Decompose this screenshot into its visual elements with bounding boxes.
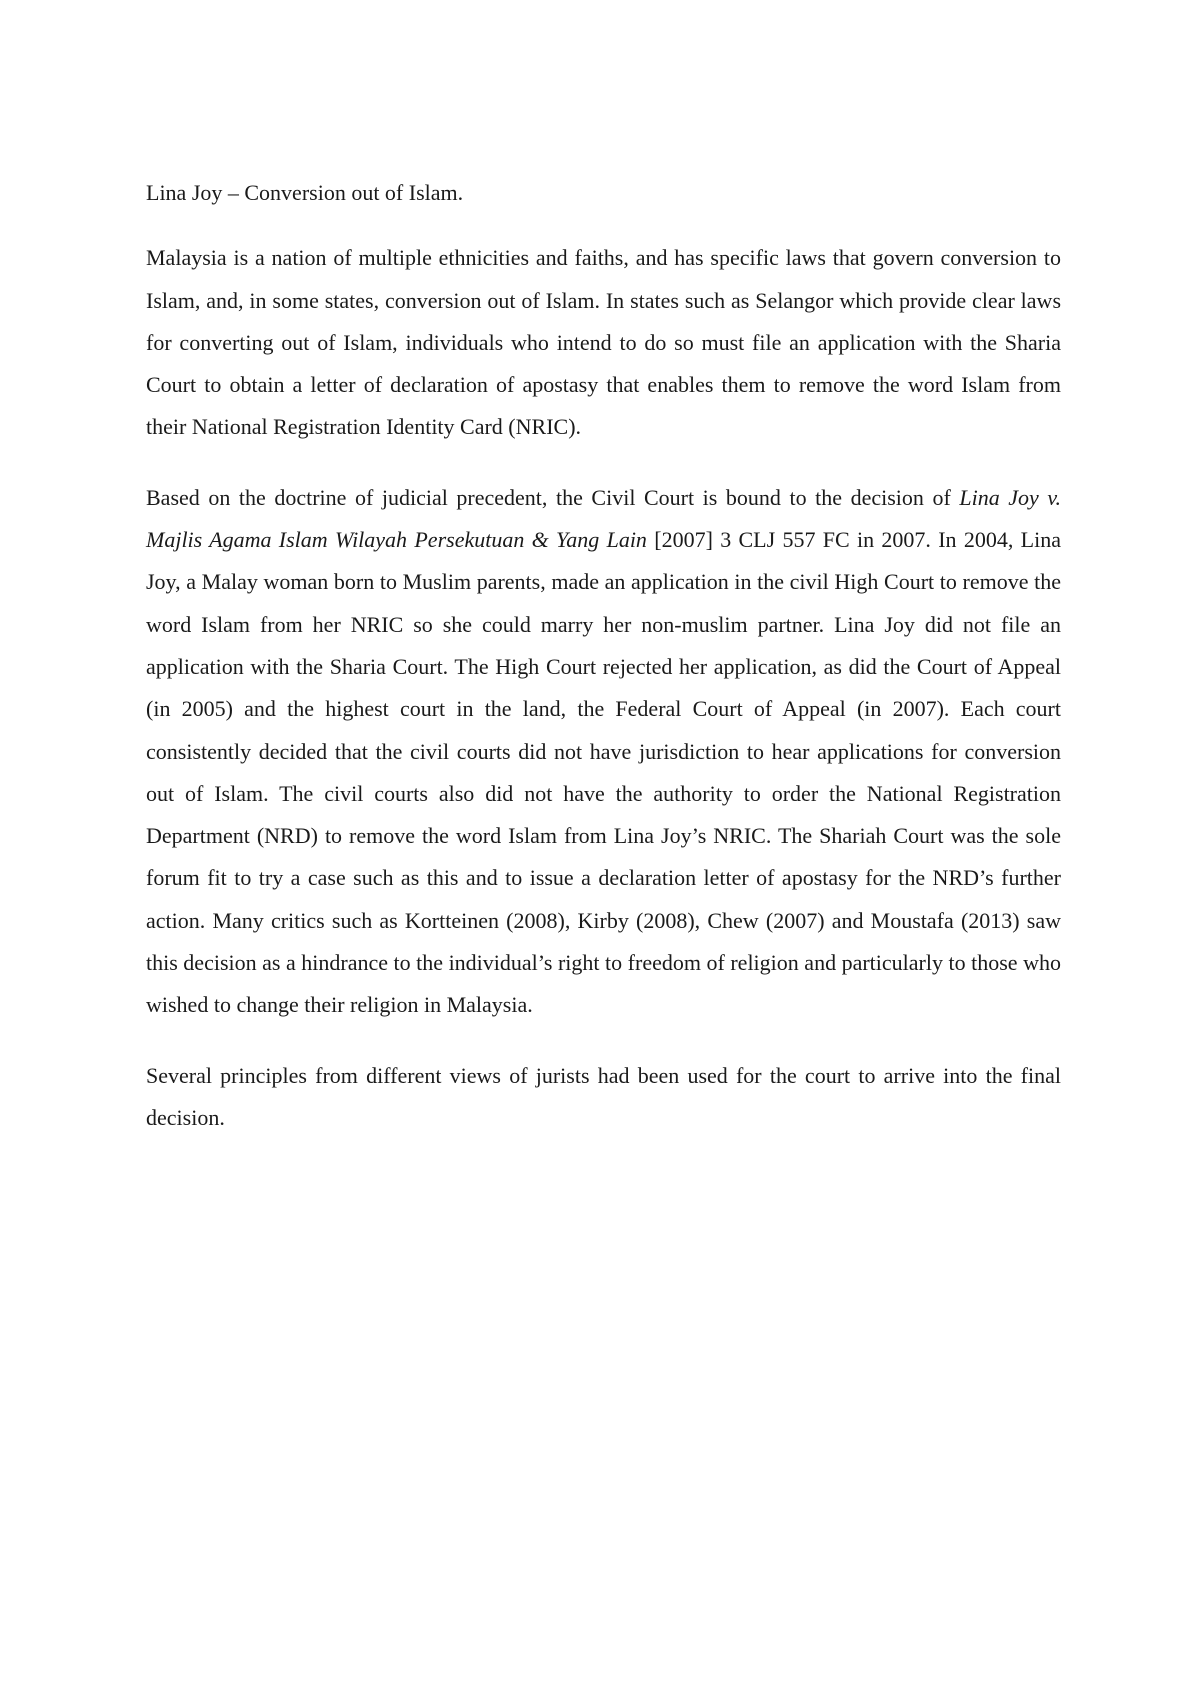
paragraph-intro: Malaysia is a nation of multiple ethnicities and faiths, and has specific laws that govern conversion to Islam, and, in some states, conversion out of Islam. In states such as Selangor which provide clear laws for converting out of Islam, individuals who intend to do so must file an application with the Sharia Court to obtain a letter of declaration of apostasy that enables them to remove the word Islam from their National Registration Identity Card (NRIC).: [146, 245, 1061, 440]
paragraph-precedent: [146, 477, 1061, 1027]
document-title: Lina Joy – Conversion out of Islam.: [146, 180, 464, 205]
paragraph-conclusion: Several principles from different views of jurists had been used for the court to arrive into the final decision.: [146, 1062, 1061, 1130]
case-citation-name: Lina Joy v. Majlis Agama Islam Wilayah Persekutuan & Yang Lain: [146, 484, 1061, 553]
paragraph-precedent-body: [2007] 3 CLJ 557 FC in 2007. In 2004, Lina Joy, a Malay woman born to Muslim parents, made an application in the civil High Court to remove the word Islam from her NRIC so she could marry her non-muslim partner. Lina Joy did not file an application with the Sharia Court. The High Court rejected her application, as did the Court of Appeal (in 2005) and the highest court in the land, the Federal Court of Appeal (in 2007). Each court consistently decided that the civil courts did not have jurisdiction to hear applications for conversion out of Islam. The civil courts also did not have the authority to order the National Registration Department (NRD) to remove the word Islam from Lina Joy’s NRIC. The Shariah Court was the sole forum fit to try a case such as this and to issue a declaration letter of apostasy for the NRD’s further action. Many critics such as Kortteinen (2008), Kirby (2008), Chew (2007) and Moustafa (2013) saw this decision as a hindrance to the individual’s right to freedom of religion and particularly to those who wished to change their religion in Malaysia.: [146, 527, 1061, 1018]
document-body: [146, 172, 1061, 1139]
paragraph-precedent-lead: Based on the doctrine of judicial precedent, the Civil Court is bound to the decision of: [146, 484, 960, 510]
